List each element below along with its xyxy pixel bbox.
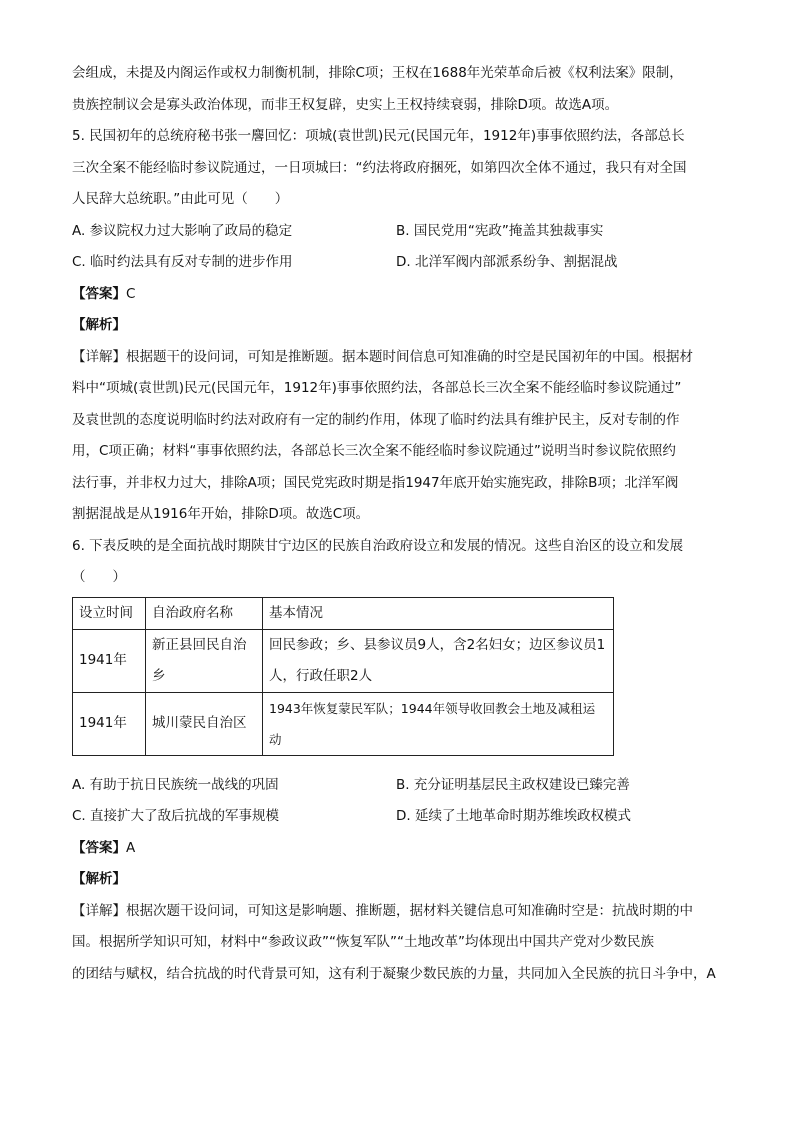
table-cell: 1941年 [73, 629, 146, 692]
q6-detail-line: 国。根据所学知识可知，材料中“参政议政”“恢复军队”“土地改革”均体现出中国共产党对少数民族 [72, 934, 654, 950]
table-cell: 新正县回民自治乡 [146, 629, 263, 692]
analysis-label: 【解析】 [72, 317, 126, 333]
q5-options-row [72, 216, 740, 248]
table-row [73, 692, 614, 755]
q5-detail-line: 用，C项正确；材料“事事依照约法，各部总长三次全案不能经临时参议院通过”说明当时参议院依照约 [72, 443, 676, 459]
answer-label: 【答案】 [72, 285, 126, 302]
q5-detail-line: 【详解】根据题干的设问词，可知是推断题。据本题时间信息可知准确的时空是民国初年的中国。根据材 [72, 348, 693, 365]
table-header-cell: 基本情况 [263, 597, 614, 629]
table-header-cell: 设立时间 [73, 597, 146, 629]
q6-analysis-label [72, 864, 740, 896]
q6-detail-line: 【详解】根据次题干设问词，可知这是影响题、推断题，据材料关键信息可知准确时空是：抗战时期的中 [72, 902, 693, 919]
q6-stem-line: （ ） [72, 569, 126, 585]
q5-option-c: C. 临时约法具有反对专制的进步作用 [72, 254, 293, 270]
q6-option-a: A. 有助于抗日民族统一战线的巩固 [72, 776, 279, 793]
table-cell: 城川蒙民自治区 [146, 692, 263, 755]
q5-stem-line: 三次全案不能经临时参议院通过，一日项城曰：“约法将政府捆死，如第四次全体不通过，我只有对全国 [72, 159, 687, 176]
q5-option-b: B. 国民党用“宪政”掩盖其独裁事实 [396, 222, 604, 239]
table-cell: 回民参政；乡、县参议员9人，含2名妇女；边区参议员1人，行政任职2人 [263, 629, 614, 692]
answer-label: 【答案】 [72, 839, 126, 856]
document-page [72, 58, 740, 990]
text-line: 会组成，未提及内阁运作或权力制衡机制，排除C项；王权在1688年光荣革命后被《权利法案》限制， [72, 65, 683, 81]
table-cell: 1943年恢复蒙民军队；1944年领导收回教会土地及减租运动 [263, 692, 614, 755]
q5-stem-line: 5. 民国初年的总统府秘书张一麐回忆：项城(袁世凯)民元(民国元年，1912年)事事依照约法，各部总长 [72, 128, 685, 144]
q5-analysis-label [72, 310, 740, 342]
table-cell: 1941年 [73, 692, 146, 755]
q5-detail-line: 割据混战是从1916年开始，排除D项。故选C项。 [72, 506, 370, 522]
table-row [73, 629, 614, 692]
q6-options-row [72, 801, 740, 833]
q5-stem-line: 人民辞大总统职。”由此可见（ ） [72, 191, 289, 207]
q6-table [72, 597, 614, 756]
q5-answer [72, 279, 740, 311]
analysis-label: 【解析】 [72, 871, 126, 887]
q5-option-a: A. 参议院权力过大影响了政局的稳定 [72, 222, 293, 239]
q6-option-d: D. 延续了土地革命时期苏维埃政权模式 [396, 808, 631, 824]
q6-options-row [72, 770, 740, 802]
table-header-row [73, 597, 614, 629]
q5-options-row [72, 247, 740, 279]
answer-value: A [126, 839, 136, 856]
q5-detail-line: 料中“项城(袁世凯)民元(民国元年，1912年)事事依照约法，各部总长三次全案不能经临时参议院通过” [72, 380, 682, 396]
q5-detail-line: 法行事，并非权力过大，排除A项；国民党宪政时期是指1947年底开始实施宪政，排除B项；北洋军阀 [72, 474, 679, 491]
q6-option-b: B. 充分证明基层民主政权建设已臻完善 [396, 776, 630, 793]
q5-detail-line: 及袁世凯的态度说明临时约法对政府有一定的制约作用，体现了临时约法具有维护民主，反对专制的作 [72, 411, 680, 428]
answer-value: C [126, 285, 136, 302]
table-header-cell: 自治政府名称 [146, 597, 263, 629]
q6-option-c: C. 直接扩大了敌后抗战的军事规模 [72, 808, 280, 824]
q6-detail-line: 的团结与赋权，结合抗战的时代背景可知，这有利于凝聚少数民族的力量，共同加入全民族的抗日斗争中，A [72, 965, 716, 982]
q5-option-d: D. 北洋军阀内部派系纷争、割据混战 [396, 254, 618, 270]
text-line: 贵族控制议会是寡头政治体现，而非王权复辟，史实上王权持续衰弱，排除D项。故选A项。 [72, 96, 619, 113]
q6-answer [72, 833, 740, 865]
q6-stem-line: 6. 下表反映的是全面抗战时期陕甘宁边区的民族自治政府设立和发展的情况。这些自治区的设立和发展 [72, 537, 684, 554]
